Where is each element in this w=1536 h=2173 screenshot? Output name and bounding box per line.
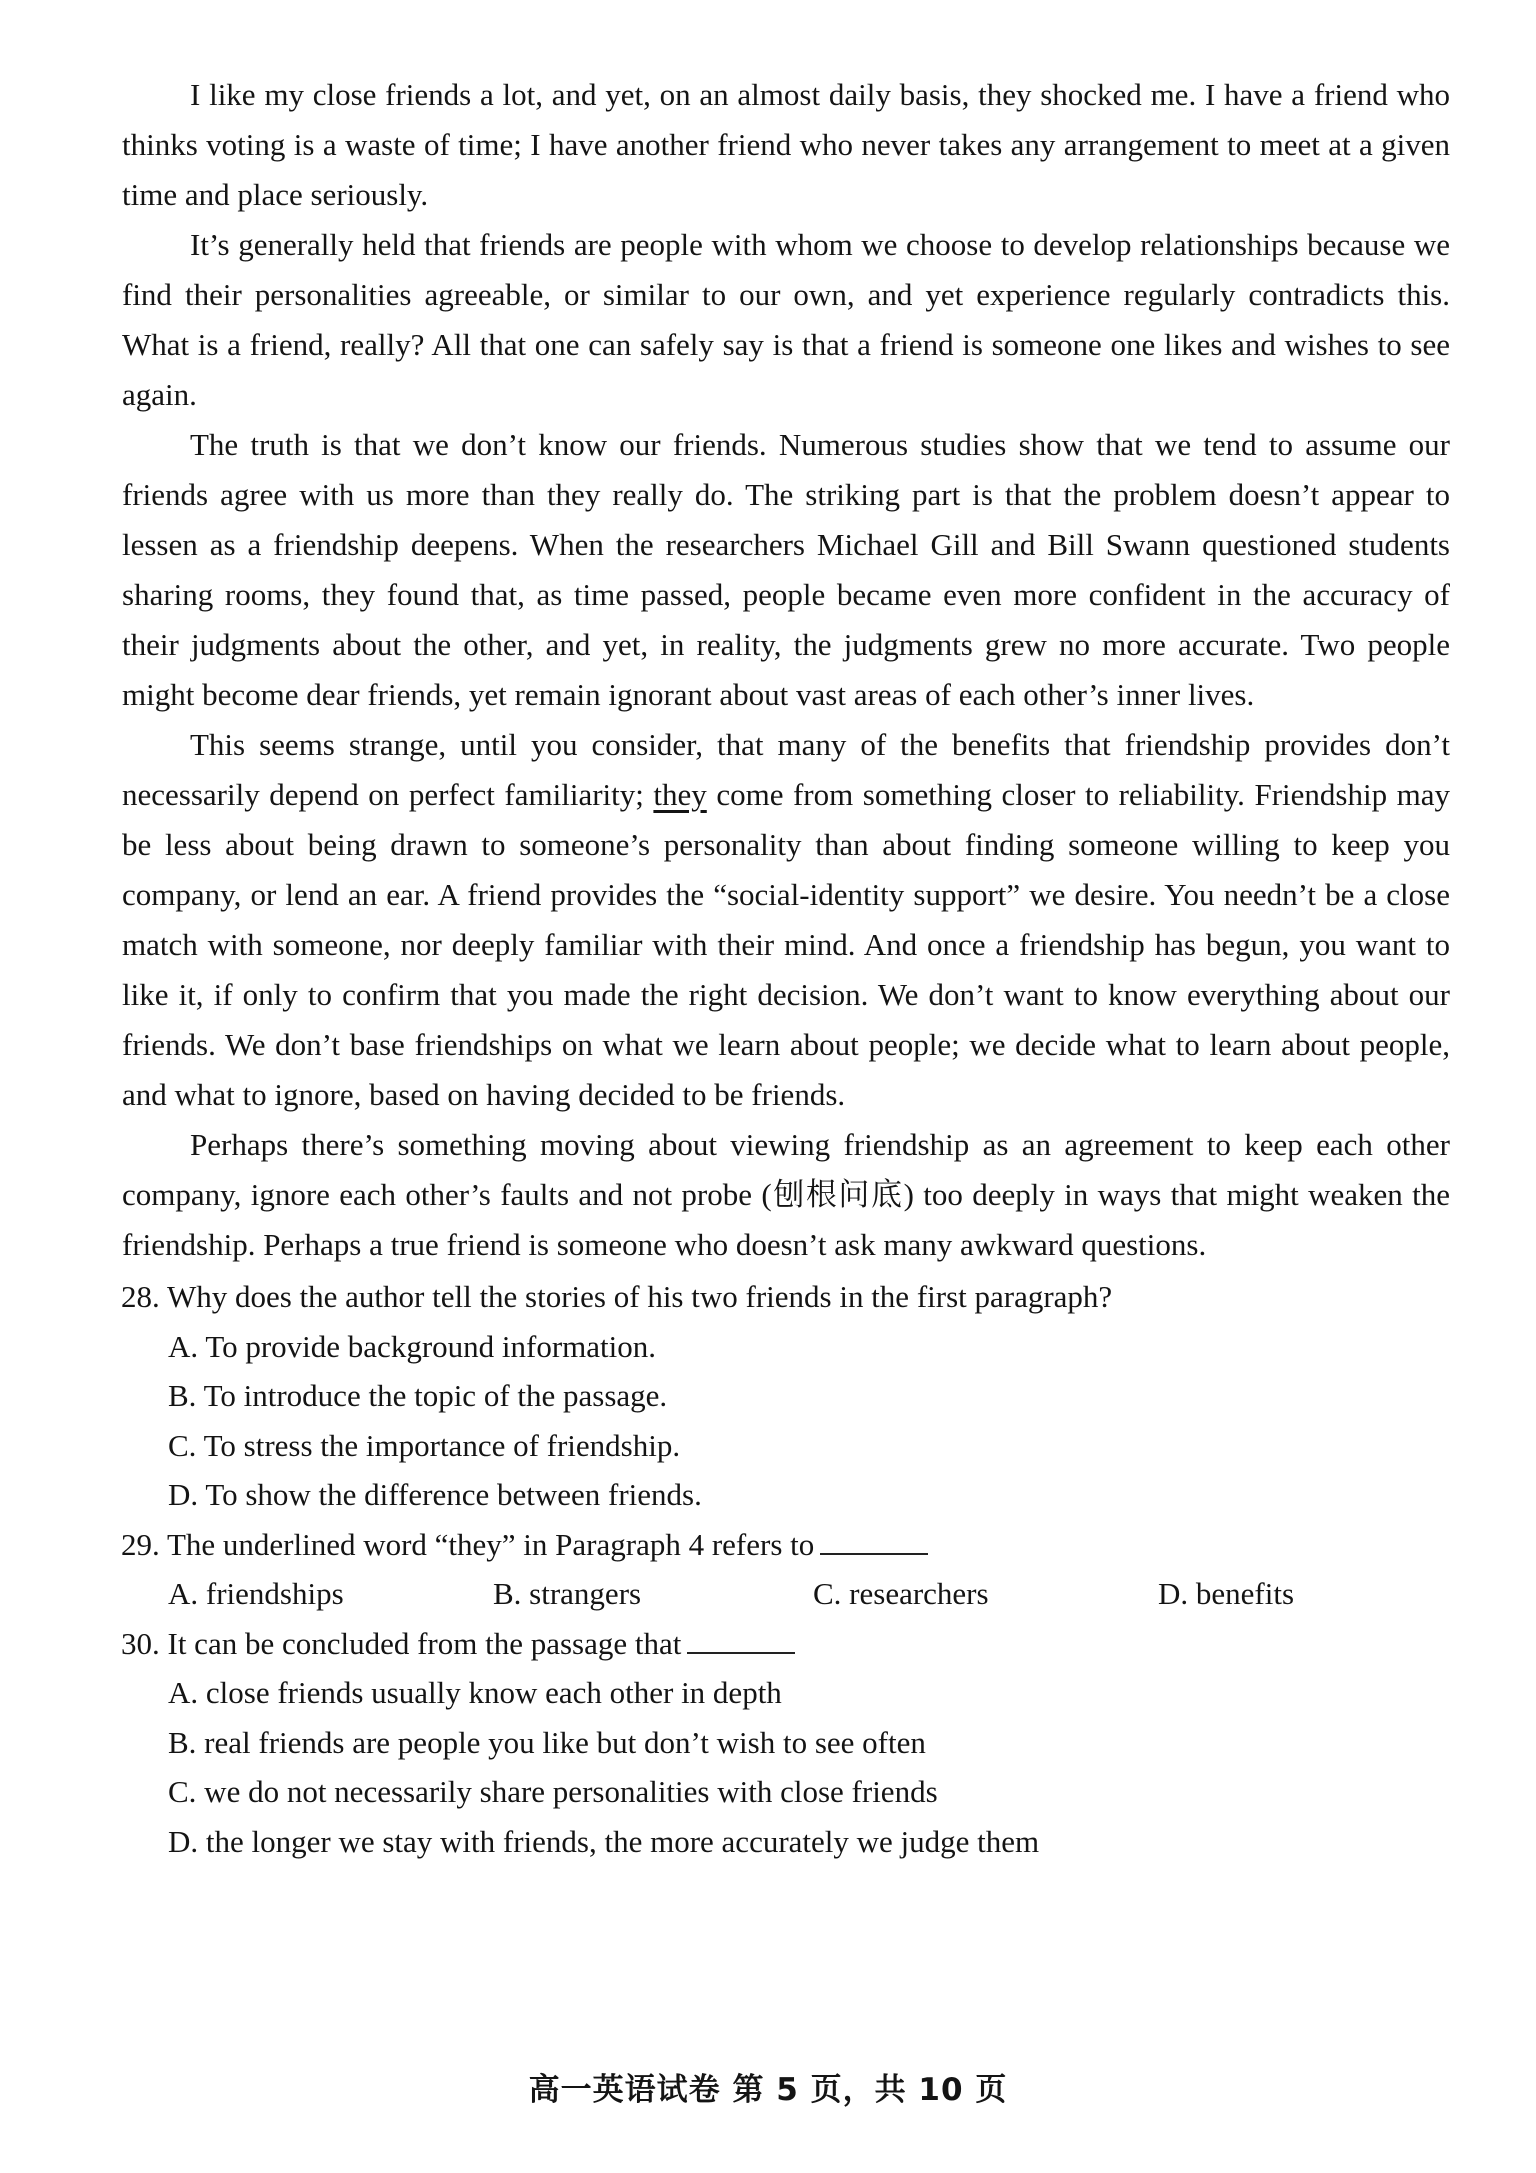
- question-30-option-b: B. real friends are people you like but don’t wish to see often: [168, 1724, 926, 1760]
- question-28-stem: 28. Why does the author tell the stories of his two friends in the first paragraph?: [121, 1279, 1113, 1314]
- p4-text-before: This seems strange, until you consider, that many of the benefits that friendship provides don’t necessarily depend on perfect familiarity;: [122, 727, 1450, 812]
- question-29-stem: 29. The underlined word “they” in Paragraph 4 refers to: [121, 1526, 815, 1562]
- question-30-option-a: A. close friends usually know each other in depth: [168, 1675, 782, 1710]
- question-29-stem-line: [122, 1520, 1450, 1570]
- question-28: [122, 1272, 1450, 1520]
- question-list: [122, 1272, 1450, 1866]
- reading-passage: [122, 70, 1450, 1270]
- passage-paragraph-2: It’s generally held that friends are people with whom we choose to develop relationships because we find their personalities agreeable, or similar to our own, and yet experience regularly contradicts this. What is a friend, really? All that one can safely say is that a friend is someone one likes and wishes to see again.: [122, 227, 1450, 412]
- question-29-options: [122, 1569, 1450, 1619]
- question-29-option-c: C. researchers: [813, 1576, 989, 1611]
- question-30-stem: 30. It can be concluded from the passage that: [121, 1625, 682, 1661]
- question-28-option-b: B. To introduce the topic of the passage.: [168, 1378, 668, 1413]
- question-28-option-a: A. To provide background information.: [168, 1328, 656, 1364]
- answer-blank: [820, 1527, 928, 1555]
- question-30-option-c: C. we do not necessarily share personalities with close friends: [168, 1774, 938, 1809]
- p4-text-after: come from something closer to reliability. Friendship may be less about being drawn to someone’s personality than about finding someone willing to keep you company, or lend an ear. A friend provides the “social-identity support” we desire. You needn’t be a close match with someone, nor deeply familiar with their mind. And once a friendship has begun, you want to like it, if only to confirm that you made the right decision. We don’t want to know everything about our friends. We don’t base friendships on what we learn about people; we decide what to learn about people, and what to ignore, based on having decided to be friends.: [122, 777, 1450, 1112]
- question-30-stem-line: [122, 1619, 1450, 1669]
- underlined-word-they: they: [653, 777, 707, 812]
- passage-paragraph-5: Perhaps there’s something moving about viewing friendship as an agreement to keep each other company, ignore each other’s faults and not probe (刨根问底) too deeply in ways that might weaken the friendship. Perhaps a true friend is someone who doesn’t ask many awkward questions.: [122, 1127, 1450, 1262]
- question-29-option-a: A. friendships: [168, 1576, 344, 1611]
- question-30: [122, 1619, 1450, 1867]
- page-footer: 高一英语试卷 第 5 页，共 10 页: [528, 2072, 1008, 2108]
- question-29-option-b: B. strangers: [493, 1576, 642, 1611]
- question-29: [122, 1520, 1450, 1619]
- question-28-option-c: C. To stress the importance of friendship.: [168, 1427, 681, 1463]
- passage-paragraph-4: [122, 720, 1450, 1120]
- question-28-option-d: D. To show the difference between friends.: [168, 1477, 702, 1512]
- passage-paragraph-3: The truth is that we don’t know our friends. Numerous studies show that we tend to assume our friends agree with us more than they really do. The striking part is that the problem doesn’t appear to lessen as a friendship deepens. When the researchers Michael Gill and Bill Swann questioned students sharing rooms, they found that, as time passed, people became even more confident in the accuracy of their judgments about the other, and yet, in reality, the judgments grew no more accurate. Two people might become dear friends, yet remain ignorant about vast areas of each other’s inner lives.: [122, 427, 1450, 712]
- question-29-option-d: D. benefits: [1158, 1576, 1295, 1611]
- question-30-option-d: D. the longer we stay with friends, the more accurately we judge them: [168, 1823, 1040, 1859]
- passage-paragraph-1: I like my close friends a lot, and yet, on an almost daily basis, they shocked me. I have a friend who thinks voting is a waste of time; I have another friend who never takes any arrangement to meet at a given time and place seriously.: [122, 77, 1450, 212]
- exam-page: [122, 70, 1450, 1866]
- answer-blank: [687, 1626, 795, 1654]
